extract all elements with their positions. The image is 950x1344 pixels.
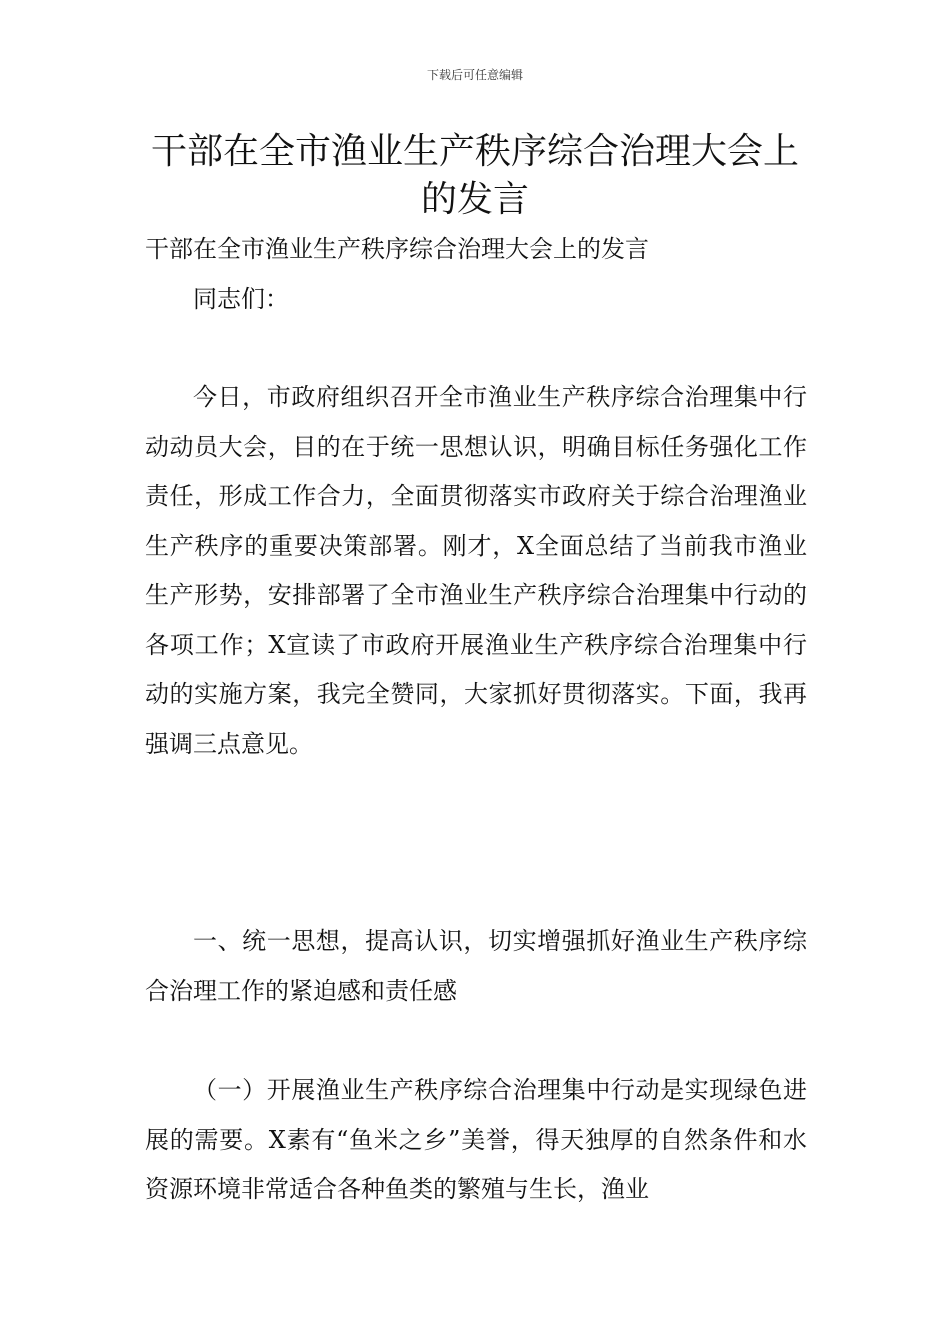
paragraph-opening: 今日，市政府组织召开全市渔业生产秩序综合治理集中行动动员大会，目的在于统一思想认识，明确目标任务强化工作责任，形成工作合力，全面贯彻落实市政府关于综合治理渔业生产秩序的重要决策部署。刚才，X全面总结了当前我市渔业生产形势，安排部署了全市渔业生产秩序综合治理集中行动的各项工作；X宣读了市政府开展渔业生产秩序综合治理集中行动的实施方案，我完全赞同，大家抓好贯彻落实。下面，我再强调三点意见。 [145, 383, 807, 758]
header-note: 下载后可任意编辑 [426, 68, 523, 82]
document-title: 干部在全市渔业生产秩序综合治理大会上的发言 [150, 131, 799, 220]
paragraph-subsection-one: （一）开展渔业生产秩序综合治理集中行动是实现绿色进展的需要。X素有“鱼米之乡”美誉，得天独厚的自然条件和水资源环境非常适合各种鱼类的繁殖与生长，渔业 [145, 1076, 807, 1203]
document-subtitle: 干部在全市渔业生产秩序综合治理大会上的发言 [145, 235, 649, 263]
section-heading-one: 一、统一思想，提高认识，切实增强抓好渔业生产秩序综合治理工作的紧迫感和责任感 [145, 927, 807, 1005]
salutation: 同志们： [193, 285, 289, 313]
